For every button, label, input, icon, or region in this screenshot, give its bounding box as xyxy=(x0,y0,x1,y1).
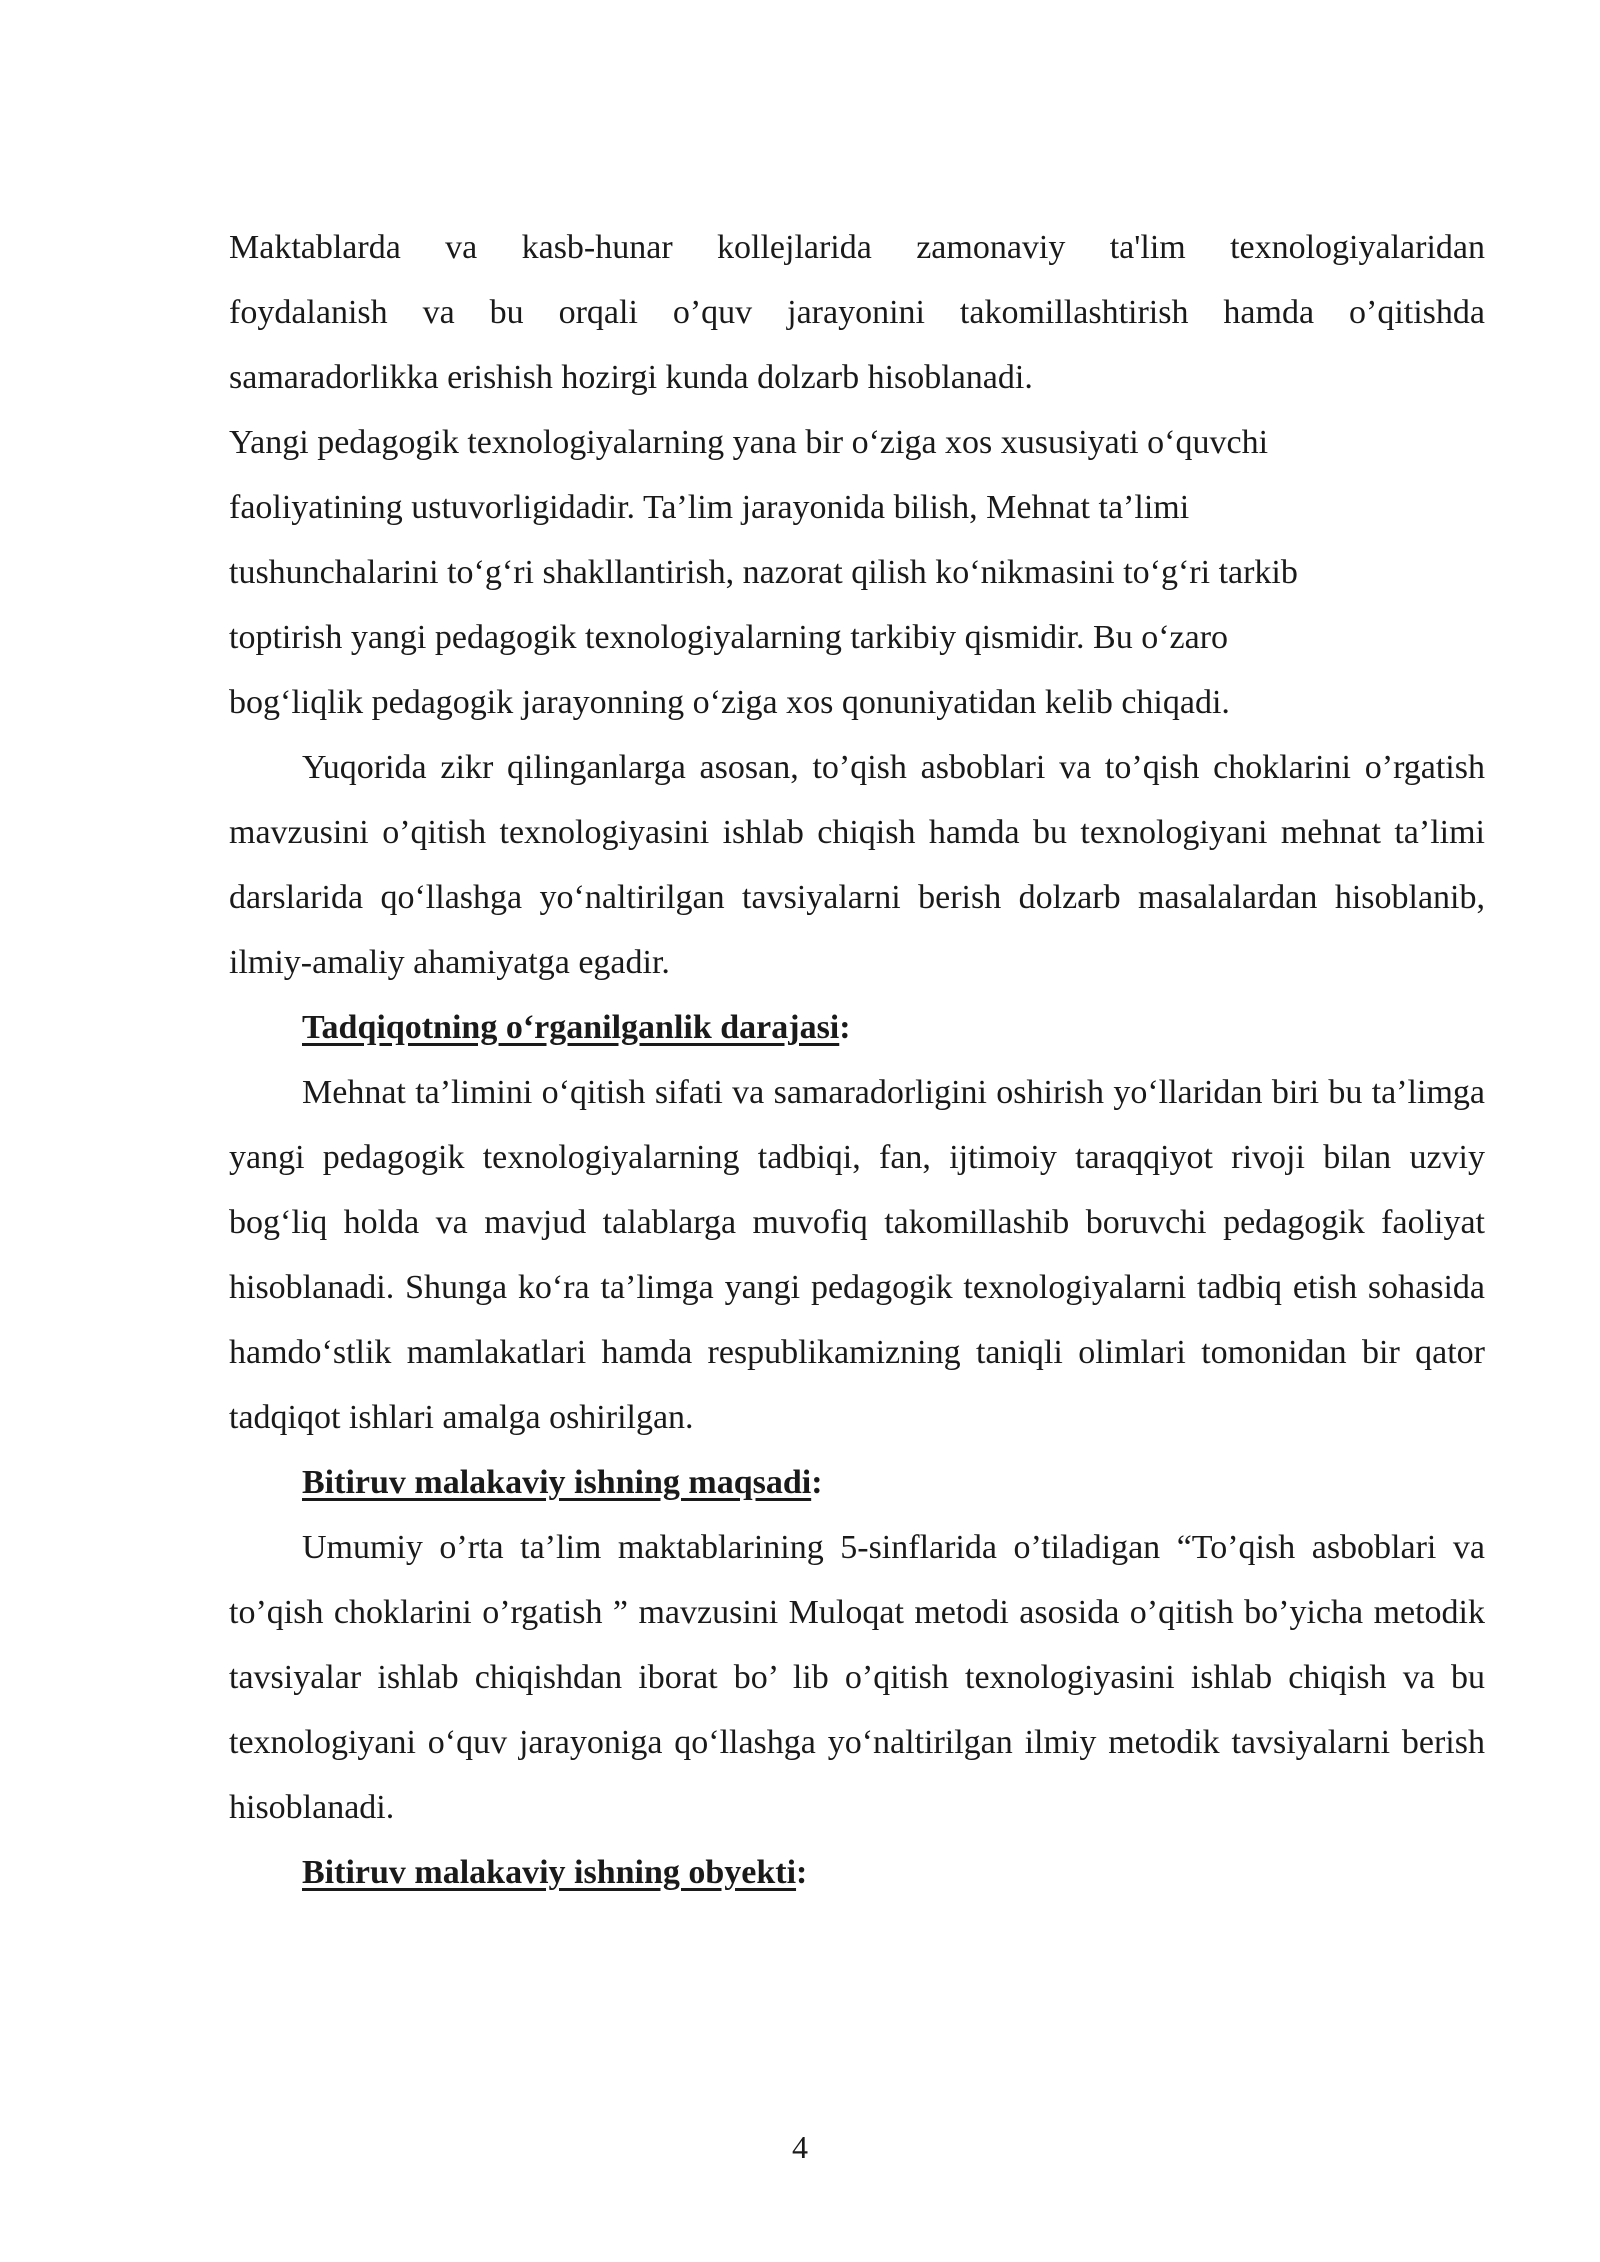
heading-text: Tadqiqotning o‘rganilganlik darajasi xyxy=(302,1009,840,1046)
heading-colon: : xyxy=(839,1009,851,1046)
document-body xyxy=(229,215,1485,1905)
heading-text: Bitiruv malakaviy ishning obyekti xyxy=(302,1854,797,1891)
pedagogical-technologies-paragraph xyxy=(229,410,1485,735)
text-line: toptirish yangi pedagogik texnologiyalarning tarkibiy qismidir. Bu o‘zaro xyxy=(229,619,1229,656)
heading-colon: : xyxy=(811,1464,823,1501)
text-line: foydalanish va bu orqali o’quv jarayonini takomillashtirish hamda o’qitishda xyxy=(229,294,1485,331)
text-line: Yangi pedagogik texnologiyalarning yana bir o‘ziga xos xususiyati o‘quvchi xyxy=(229,424,1269,461)
text-line: Maktablarda va kasb-hunar kollejlarida zamonaviy ta'lim texnologiyalaridan xyxy=(229,229,1485,266)
intro-paragraph xyxy=(229,215,1485,410)
thesis-goal-heading xyxy=(229,1450,1485,1515)
relevance-paragraph: Yuqorida zikr qilinganlarga asosan, to’qish asboblari va to’qish choklarini o’rgatish mavzusini o’qitish texnologiyasini ishlab chiqish hamda bu texnologiyani mehnat ta’limi darslarida qo‘llashga yo‘naltirilgan tavsiyalarni berish dolzarb masalalardan hisoblanib, ilmiy-amaliy ahamiyatga egadir. xyxy=(229,749,1485,981)
page-number: 4 xyxy=(792,2129,808,2165)
thesis-goal-paragraph: Umumiy o’rta ta’lim maktablarining 5-sinflarida o’tiladigan “To’qish asboblari va to’qish choklarini o’rgatish ” mavzusini Muloqat metodi asosida o’qitish bo’yicha metodik tavsiyalar ishlab chiqishdan iborat bo’ lib o’qitish texnologiyasini ishlab chiqish va bu texnologiyani o‘quv jarayoniga qo‘llashga yo‘naltirilgan ilmiy metodik tavsiyalarni berish hisoblanadi. xyxy=(229,1529,1485,1826)
thesis-object-heading xyxy=(229,1840,1485,1905)
text-line: faoliyatining ustuvorligidadir. Ta’lim jarayonida bilish, Mehnat ta’limi xyxy=(229,489,1190,526)
heading-colon: : xyxy=(796,1854,808,1891)
research-degree-paragraph: Mehnat ta’limini o‘qitish sifati va samaradorligini oshirish yo‘llaridan biri bu ta’limga yangi pedagogik texnologiyalarning tadbiqi, fan, ijtimoiy taraqqiyot rivoji bilan uzviy bog‘liq holda va mavjud talablarga muvofiq takomillashib boruvchi pedagogik faoliyat hisoblanadi. Shunga ko‘ra ta’limga yangi pedagogik texnologiyalarni tadbiq etish sohasida hamdo‘stlik mamlakatlari hamda respublikamizning taniqli olimlari tomonidan bir qator tadqiqot ishlari amalga oshirilgan. xyxy=(229,1074,1485,1436)
heading-text: Bitiruv malakaviy ishning maqsadi xyxy=(302,1464,812,1501)
research-degree-heading xyxy=(229,995,1485,1060)
text-line: tushunchalarini to‘g‘ri shakllantirish, nazorat qilish ko‘nikmasini to‘g‘ri tarkib xyxy=(229,554,1298,591)
text-line: bog‘liqlik pedagogik jarayonning o‘ziga xos qonuniyatidan kelib chiqadi. xyxy=(229,684,1230,721)
text-line: samaradorlikka erishish hozirgi kunda dolzarb hisoblanadi. xyxy=(229,359,1033,396)
